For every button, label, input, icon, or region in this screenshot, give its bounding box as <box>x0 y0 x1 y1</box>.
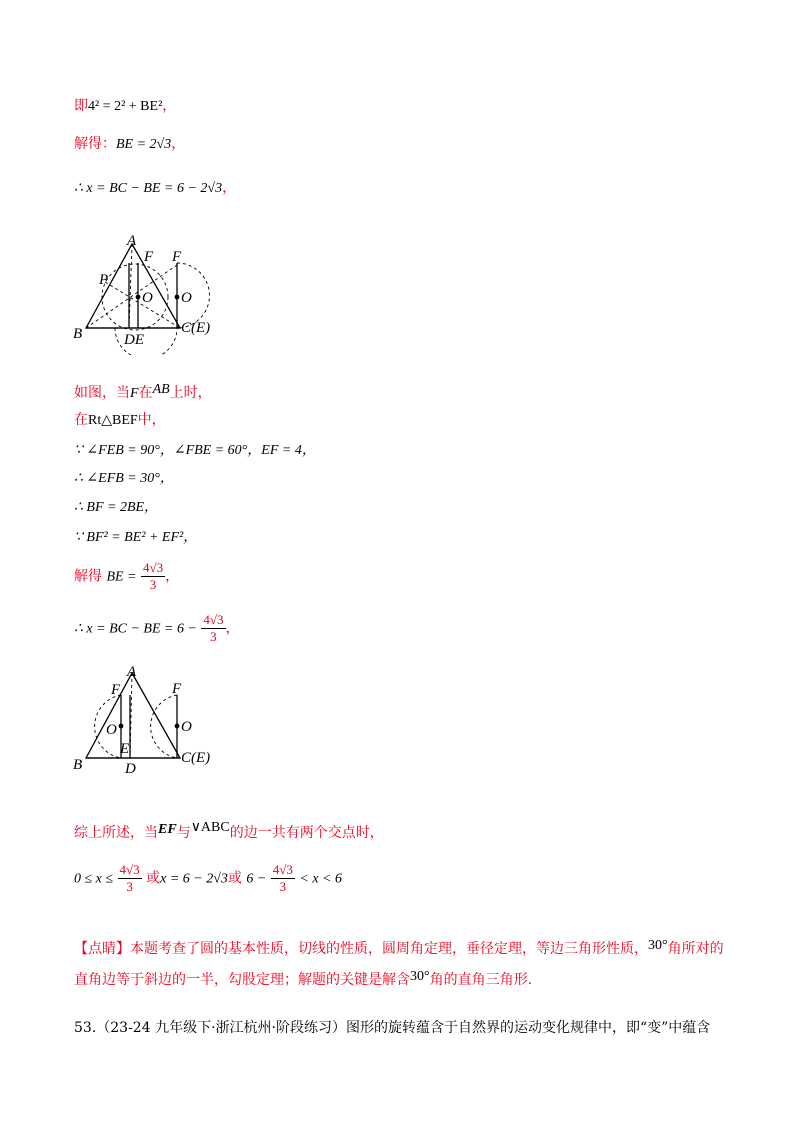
text-suffix: ， <box>162 98 177 114</box>
text-prefix: 解得 <box>74 568 102 585</box>
math-range-a: 0 ≤ x ≤ <box>74 871 114 887</box>
label-f: F <box>111 682 121 698</box>
text-prefix: 在 <box>74 412 88 428</box>
label-d: D <box>125 761 136 777</box>
text-suffix: ， <box>225 620 240 637</box>
text-prefix: 即 <box>74 98 88 114</box>
label-a: A <box>127 665 137 680</box>
line-x-result-2 <box>74 612 240 645</box>
fraction <box>201 612 225 645</box>
line-final-answer <box>74 862 342 895</box>
line-pythagoras <box>74 527 197 548</box>
seg-ab: AB <box>152 382 170 397</box>
note-degree: 30° <box>648 938 668 953</box>
text-or: 或 <box>227 870 242 887</box>
math-expr: ∴ ∠EFB = 30°， <box>74 471 174 486</box>
label-e: E <box>120 741 130 757</box>
text-prefix: 综上所述，当 <box>74 825 158 841</box>
question-source: （23-24 九年级下·浙江杭州·阶段练习） <box>96 1020 346 1036</box>
label-b: B <box>73 326 83 342</box>
seg-ef: EF <box>158 822 177 837</box>
text-suffix: ， <box>222 180 237 196</box>
text-mid: 在 <box>138 385 153 401</box>
line-bf-2be <box>74 497 158 518</box>
text-or: 或 <box>146 870 161 887</box>
math-expr: ∴ BF = 2BE， <box>74 500 159 515</box>
question-text: 图形的旋转蕴含于自然界的运动变化规律中，即“变”中蕴含 <box>345 1020 711 1036</box>
note-text: 本题考查了圆的基本性质，切线的性质，圆周角定理，垂径定理，等边三角形性质， <box>130 941 648 957</box>
label-de: DE <box>124 332 144 348</box>
denominator: 3 <box>149 577 157 592</box>
label-f: F <box>144 249 154 265</box>
text-prefix: 解得： <box>74 136 116 152</box>
geometry-figure-2 <box>70 665 220 780</box>
math-expr: ∵ ∠FEB = 90°，∠FBE = 60°，EF = 4， <box>74 443 316 458</box>
math-range-c: 6 − <box>246 871 267 887</box>
line-solve-be <box>74 134 185 155</box>
label-a: A <box>127 233 137 249</box>
numerator: 4√3 <box>142 560 164 575</box>
numerator: 4√3 <box>203 612 224 627</box>
numerator: 4√3 <box>272 862 293 877</box>
text-suffix: 中， <box>137 412 166 428</box>
line-solve-be-2 <box>74 560 179 593</box>
note-text: 角所对的直角边等于斜边的一半，勾股定理；解题的关键是解含 <box>74 941 724 988</box>
text-suffix: ， <box>165 568 180 585</box>
math-range-b: x = 6 − 2√3 <box>160 871 228 887</box>
geometry-figure-1 <box>70 230 220 355</box>
math-expr: ∴ x = BC − BE = 6 − <box>74 621 197 637</box>
line-case-f-on-ab <box>74 380 212 404</box>
triangle-name: Rt△BEF <box>88 413 138 428</box>
denominator: 3 <box>279 879 287 894</box>
text-mid: 与 <box>176 825 191 841</box>
math-expr: 4² = 2² + BE² <box>88 99 163 114</box>
math-expr: BE = <box>106 569 137 585</box>
note-degree: 30° <box>410 969 430 984</box>
denominator: 3 <box>210 629 217 644</box>
question-53 <box>74 1018 734 1038</box>
text-prefix: 如图，当 <box>74 385 130 401</box>
math-expr: ∵ BF² = BE² + EF²， <box>74 530 198 545</box>
line-equation-1 <box>74 96 176 117</box>
text-suffix: 的边一共有两个交点时， <box>229 825 384 841</box>
math-expr: BE = 2√3 <box>116 137 172 152</box>
label-o2: O <box>181 719 192 735</box>
label-o: O <box>142 290 153 306</box>
line-angle-efb <box>74 468 174 489</box>
numerator: 4√3 <box>119 862 140 877</box>
line-x-result <box>74 178 236 199</box>
label-f2: F <box>172 681 182 697</box>
denominator: 3 <box>126 879 133 894</box>
line-given-angles <box>74 440 316 461</box>
fraction <box>141 560 165 593</box>
math-expr: ∴ x = BC − BE = 6 − 2√3 <box>74 181 223 196</box>
label-b: B <box>73 757 83 773</box>
fraction <box>118 862 142 895</box>
key-point-note <box>74 932 734 994</box>
line-in-triangle <box>74 410 166 431</box>
label-ce: C(E) <box>181 320 211 336</box>
label-ce: C(E) <box>181 750 211 766</box>
note-text: 角的直角三角形. <box>429 972 533 988</box>
label-p: P <box>99 272 109 288</box>
var-f: F <box>130 386 139 401</box>
line-summary <box>74 818 384 843</box>
note-tag: 【点睛】 <box>74 941 130 957</box>
fraction <box>271 862 295 895</box>
question-number: 53. <box>74 1020 97 1036</box>
label-f2: F <box>172 249 182 265</box>
triangle-abc: ∨ABC <box>190 820 230 835</box>
math-range-c-end: < x < 6 <box>299 871 342 887</box>
text-suffix: 上时， <box>169 385 212 401</box>
label-o2: O <box>181 290 192 306</box>
text-suffix: ， <box>171 136 186 152</box>
label-o: O <box>106 722 117 738</box>
